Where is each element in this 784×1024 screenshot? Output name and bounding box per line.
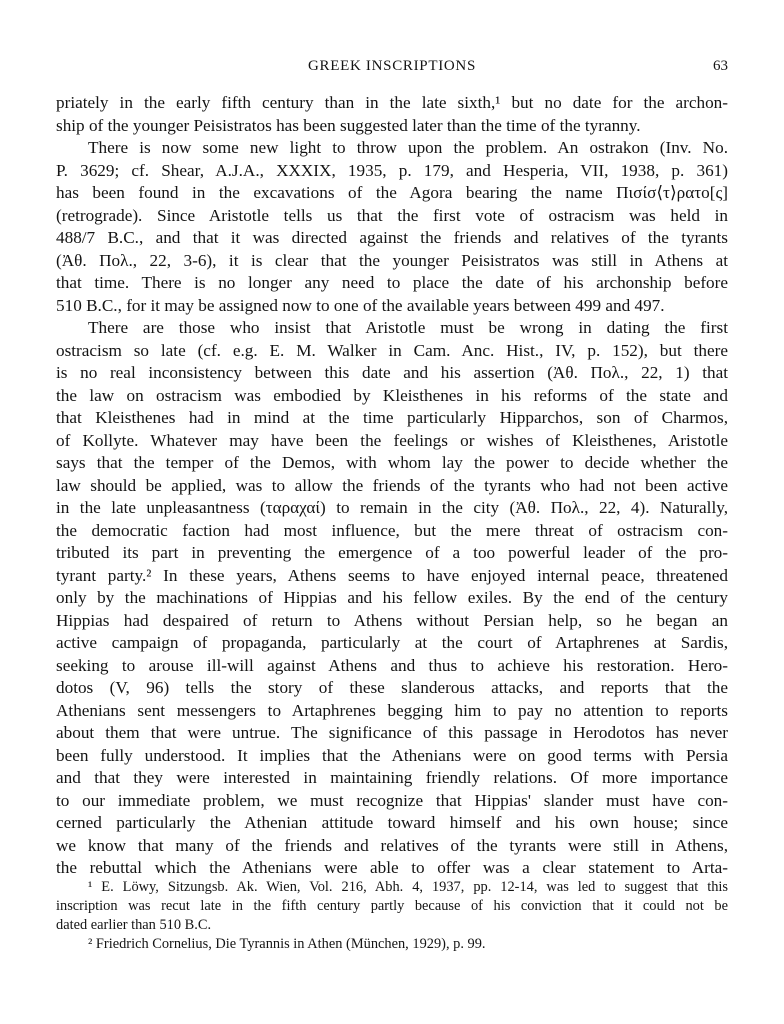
- page-number: 63: [713, 58, 728, 74]
- footnote-line: dated earlier than 510 B.C.: [56, 917, 212, 933]
- text-line: says that the temper of the Demos, with whom lay the power to decide whether the: [56, 453, 728, 472]
- text-line: tyrant party.² In these years, Athens seems to have enjoyed internal peace, threatened: [56, 565, 728, 585]
- text-line: is no real inconsistency between this date and his assertion (Ἀθ. Πολ., 22, 1) that: [56, 363, 728, 382]
- text-line: and that they were interested in maintaining friendly relations. Of more importance: [56, 768, 728, 787]
- footnote-line: inscription was recut late in the fifth century partly because of his conviction that it could not be: [56, 898, 728, 914]
- text-line: we know that many of the friends and relatives of the tyrants were still in Athens,: [56, 835, 728, 855]
- text-line: Hippias had despaired of return to Athens without Persian help, so he began an: [56, 610, 728, 630]
- text-line: There are those who insist that Aristotle must be wrong in dating the first: [88, 318, 728, 337]
- text-line: to our immediate problem, we must recognize that Hippias' slander must have con-: [56, 790, 728, 810]
- running-head-title: GREEK INSCRIPTIONS: [307, 58, 477, 74]
- text-line: has been found in the excavations of the Agora bearing the name Πισίσ⟨τ⟩ρατο[ς]: [56, 183, 728, 202]
- text-line: priately in the early fifth century than in the late sixth,¹ but no date for the archon-: [56, 93, 728, 112]
- text-line: ostracism so late (cf. e.g. E. M. Walker in Cam. Anc. Hist., IV, p. 152), but there: [56, 340, 728, 360]
- text-line: dotos (V, 96) tells the story of these slanderous attacks, and reports that the: [56, 678, 728, 697]
- text-line: of Kollyte. Whatever may have been the feelings or wishes of Kleisthenes, Aristotle: [56, 430, 728, 450]
- text-line: (Ἀθ. Πολ., 22, 3-6), it is clear that the younger Peisistratos was still in Athens at: [56, 250, 728, 270]
- text-line: seeking to arouse ill-will against Athens and thus to achieve his restoration. Hero-: [56, 655, 728, 675]
- footnote-line: ¹ E. Löwy, Sitzungsb. Ak. Wien, Vol. 216, Abh. 4, 1937, pp. 12-14, was led to suggest that this: [88, 879, 728, 895]
- text-line: in the late unpleasantness (ταραχαί) to remain in the city (Ἀθ. Πολ., 22, 4). Naturally,: [56, 498, 728, 517]
- text-line: that Kleisthenes had in mind at the time particularly Hipparchos, son of Charmos,: [56, 408, 728, 427]
- text-line: tributed its part in preventing the emergence of a too powerful leader of the pro-: [56, 543, 728, 562]
- text-line: been fully understood. It implies that the Athenians were on good terms with Persia: [56, 745, 728, 765]
- text-line: Athenians sent messengers to Artaphrenes begging him to pay no attention to reports: [56, 700, 728, 720]
- footnote-line: ² Friedrich Cornelius, Die Tyrannis in Athen (München, 1929), p. 99.: [88, 936, 486, 952]
- body-text: [56, 92, 728, 880]
- text-line: the rebuttal which the Athenians were able to offer was a clear statement to Arta-: [56, 858, 728, 877]
- text-line: the democratic faction had most influence, but the mere threat of ostracism con-: [56, 520, 728, 540]
- text-line: that time. There is no longer any need to place the date of his archonship before: [56, 273, 728, 292]
- running-head: [56, 58, 728, 80]
- text-line: 488/7 B.C., and that it was directed against the friends and relatives of the tyrants: [56, 228, 728, 247]
- text-line: cerned particularly the Athenian attitude toward himself and his own house; since: [56, 813, 728, 832]
- text-line: 510 B.C., for it may be assigned now to one of the available years between 499 and 497.: [56, 295, 665, 315]
- footnotes: [56, 878, 728, 954]
- text-line: the law on ostracism was embodied by Kleisthenes in his reforms of the state and: [56, 385, 728, 405]
- text-line: only by the machinations of Hippias and his fellow exiles. By the end of the century: [56, 588, 728, 607]
- text-line: (retrograde). Since Aristotle tells us that the first vote of ostracism was held in: [56, 205, 728, 225]
- text-line: ship of the younger Peisistratos has been suggested later than the time of the tyranny.: [56, 115, 641, 135]
- text-line: law should be applied, was to allow the friends of the tyrants who had not been active: [56, 475, 728, 495]
- text-line: P. 3629; cf. Shear, A.J.A., XXXIX, 1935, p. 179, and Hesperia, VII, 1938, p. 361): [56, 160, 728, 180]
- text-line: active campaign of propaganda, particularly at the court of Artaphrenes at Sardis,: [56, 633, 728, 652]
- text-line: There is now some new light to throw upon the problem. An ostrakon (Inv. No.: [88, 138, 728, 157]
- text-line: about them that were untrue. The significance of this passage in Herodotos has never: [56, 723, 728, 742]
